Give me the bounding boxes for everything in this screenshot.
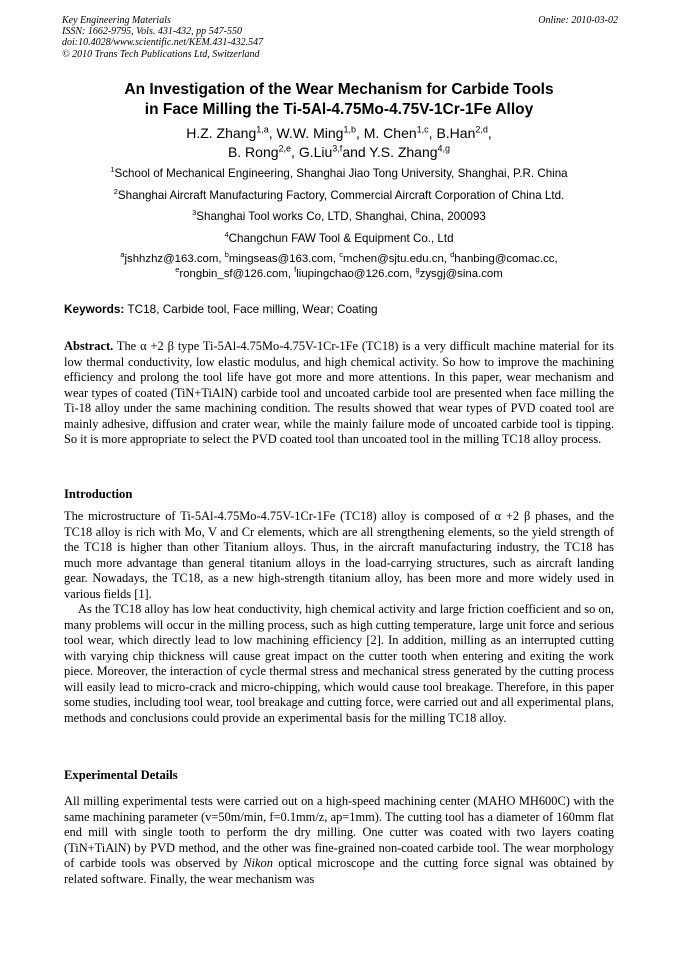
affiliation-text: Changchun FAW Tool & Equipment Co., Ltd (228, 232, 454, 245)
email-address: mingseas@163.com, (228, 253, 340, 265)
email-sup: a (120, 250, 125, 260)
experimental-paragraph: All milling experimental tests were carried out on a high-speed machining center (MAHO MH600C) with the same machining parameter (v=50m/min, f=0.1mm/z, ap=1mm). The cutting tool has a diameter of 160mm flat end mill with single tooth to perform the dry milling. One cutter was coated with two layers coating (TiN+TiAlN) by PVD method, and the other was fine-grained non-coated carbide tool. The wear morphology of carbide tools was observed by Nikon optical microscope and the cutting force signal was obtained by related software. Finally, the wear mechanism was (64, 794, 614, 886)
keywords-label: Keywords: (64, 302, 125, 316)
author-affil-sup: 2,e (278, 143, 292, 154)
introduction-p2: As the TC18 alloy has low heat conductivity, high chemical activity and large friction coefficient and so on, many problems will occur in the milling process, such as high cutting temperature, large unit force and serious tool wear, which directly lead to low machining efficiency [2]. In addition, milling as an interrupted cutting with varying chip thickness will cause great impact on the cutter tooth when entering and exiting the work piece. Moreover, the interaction of cycle thermal stress and mechanical stress generated by the cutting process will easily lead to micro-crack and micro-chipping, which would cause tool breakage. Therefore, in this paper some studies, including tool wear, tool breakage and cutting force, were carried out and all experimental plans, methods and conclusions could provide an experimental basis for the milling TC18 alloy. (64, 602, 614, 725)
journal-name: Key Engineering Materials (62, 15, 171, 26)
author-line-1: H.Z. Zhang$^{1,a}$, W.W. Ming$^{1,b}$, M. Chen$^{1,c}$, B.Han$^{2,d}$, (186, 124, 492, 141)
affiliation-3 (30, 210, 648, 224)
author-affil-sup: 3,f (332, 143, 343, 154)
author-name: W.W. Ming (276, 125, 344, 141)
affiliation-1 (30, 167, 648, 181)
affiliation-sup: 1 (110, 165, 115, 175)
keywords-text: TC18, Carbide tool, Face milling, Wear; Coating (124, 302, 378, 316)
author-name: B. Rong (227, 144, 279, 160)
author-name: and Y.S. Zhang (342, 144, 438, 160)
issn-line: ISSN: 1662-9795, Vols. 431-432, pp 547-550 (62, 26, 242, 38)
author-name: B.Han (436, 125, 476, 141)
author-name: M. Chen (363, 125, 417, 141)
paper-title (40, 80, 638, 120)
title-line-1: An Investigation of the Wear Mechanism for Carbide Tools (124, 81, 554, 98)
author-affil-sup: 1,a (256, 124, 269, 135)
introduction-p1: The microstructure of Ti-5Al-4.75Mo-4.75V-1Cr-1Fe (TC18) alloy is composed of α +2 β phases, and the TC18 alloy is rich with Mo, V and Cr elements, which are all strengthening elements, so the yield strength of the TC18 is higher than other Titanium alloys. Thus, in the aircraft manufacturing industry, the TC18 has much more advantage than general titanium alloys in the load-carrying structures, such as aircraft landing gear. Nowadays, the TC18, as a new high-strength titanium alloy, has been more and more widely used in various fields [1]. (64, 509, 614, 601)
email-line-2 (30, 267, 648, 282)
introduction-heading: Introduction (64, 487, 133, 501)
author-affil-sup: 1,c (416, 124, 429, 135)
author-emails (30, 252, 648, 282)
author-name: H.Z. Zhang (186, 125, 257, 141)
email-address: liupingchao@126.com, (296, 268, 416, 280)
email-address: hanbing@comac.cc, (454, 253, 558, 265)
affiliation-4 (30, 232, 648, 246)
online-date: Online: 2010-03-02 (538, 15, 618, 26)
email-sup: g (415, 265, 420, 275)
doi-line: doi:10.4028/www.scientific.net/KEM.431-432.547 (62, 37, 264, 49)
affiliation-text: Shanghai Aircraft Manufacturing Factory, Commercial Aircraft Corporation of China Ltd. (117, 189, 565, 202)
email-address: zysgj@sina.com (419, 268, 503, 280)
affiliation-text: School of Mechanical Engineering, Shanghai Jiao Tong University, Shanghai, P.R. China (114, 167, 568, 180)
nikon-italic: Nikon (243, 856, 273, 870)
affiliation-2 (30, 189, 648, 203)
abstract-paragraph (64, 339, 614, 448)
email-sup: c (339, 250, 343, 260)
experimental-heading: Experimental Details (64, 768, 178, 782)
email-sup: f (294, 265, 297, 275)
email-sup: e (175, 265, 180, 275)
email-address: mchen@sjtu.edu.cn, (342, 253, 451, 265)
title-line-2: in Face Milling the Ti-5Al-4.75Mo-4.75V-1Cr-1Fe Alloy (144, 101, 534, 118)
keywords (64, 302, 616, 317)
author-name: G.Liu (298, 144, 333, 160)
introduction-paragraph (64, 509, 614, 726)
affiliation-sup: 2 (113, 187, 118, 197)
affiliation-sup: 3 (192, 208, 197, 218)
author-affil-sup: 4,g (437, 143, 451, 154)
author-affil-sup: 1,b (343, 124, 356, 135)
introduction-p2-wrap (64, 602, 614, 726)
author-line-2: B. Rong$^{2,e}$, G.Liu$^{3,f}$and Y.S. Zhang$^{4,g}$ (227, 143, 451, 160)
email-sup: b (224, 250, 229, 260)
author-affil-sup: 2,d (475, 124, 488, 135)
email-sup: d (450, 250, 455, 260)
email-address: rongbin_sf@126.com, (179, 268, 295, 280)
abstract-label: Abstract. (64, 339, 114, 353)
email-address: jshhzhz@163.com, (124, 253, 225, 265)
affiliation-sup: 4 (224, 230, 229, 240)
email-line-1 (30, 252, 648, 267)
author-list (40, 124, 638, 162)
copyright-line: © 2010 Trans Tech Publications Ltd, Switzerland (62, 48, 260, 60)
abstract-text: The α +2 β type Ti-5Al-4.75Mo-4.75V-1Cr-1Fe (TC18) is a very difficult machine material for its low thermal conductivity, low elastic modulus, and high chemical activity. So how to improve the machining efficiency and prolong the tool life have got more and more attentions. In this paper, wear mechanism and wear types of coated (TiN+TiAlN) carbide tool and uncoated carbide tool are presented when face milling the Ti-18 alloy under the same machining condition. The results showed that wear types of PVD coated tool are mainly adhesive, diffusion and crater wear, while the mainly failure mode of uncoated carbide tool is tipping. So it is more appropriate to select the PVD coated tool than uncoated tool in the milling TC18 alloy process. (64, 339, 614, 446)
affiliation-text: Shanghai Tool works Co, LTD, Shanghai, China, 200093 (196, 210, 486, 223)
journal-header (62, 15, 618, 60)
